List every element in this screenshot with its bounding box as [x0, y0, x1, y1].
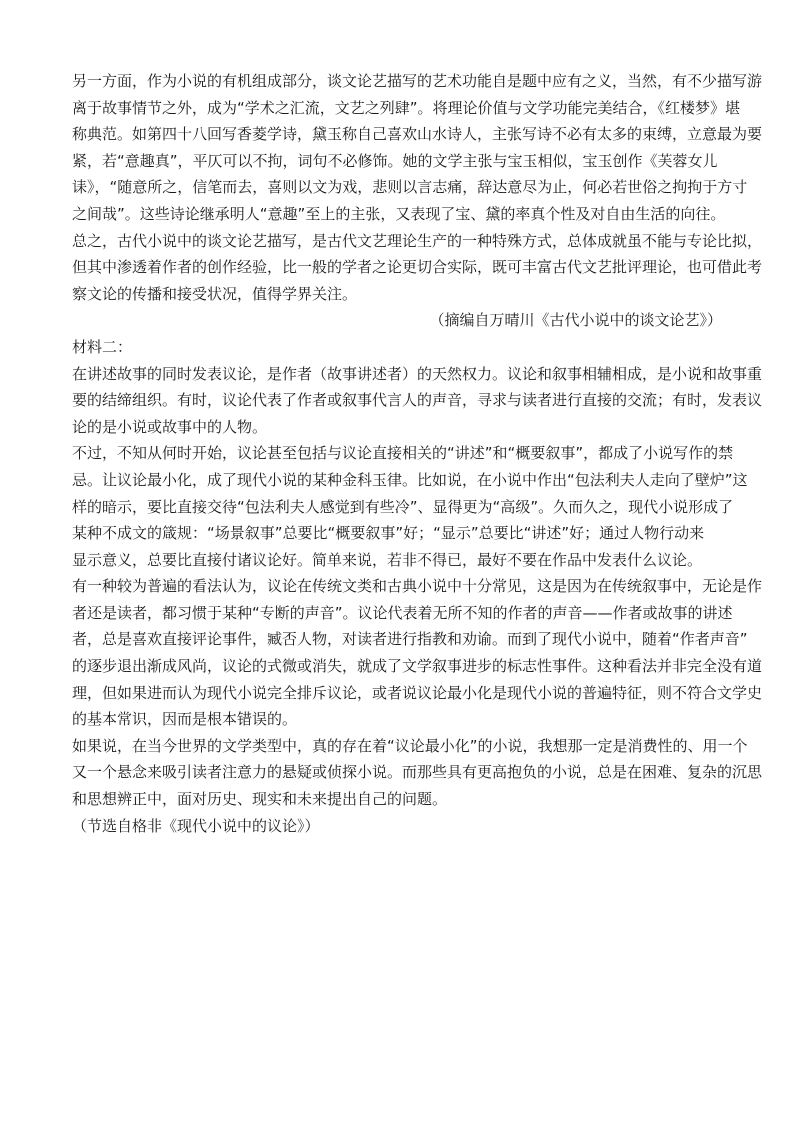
- text-line: 另一方面，作为小说的有机组成部分，谈文论艺描写的艺术功能自是题中应有之义，当然，有不少描写游: [72, 72, 763, 90]
- text-line: 者，总是喜欢直接评论事件，臧否人物，对读者进行指教和劝谕。而到了现代小说中，随着“作者声音”: [72, 630, 748, 649]
- text-line: 称典范。如第四十八回写香菱学诗，黛玉称自己喜欢山水诗人，主张写诗不必有太多的束缚，立意最为要: [72, 125, 763, 144]
- text-line: 者还是读者，都习惯于某种“专断的声音”。议论代表着无所不知的作者的声音——作者或故事的讲述: [72, 603, 733, 622]
- text-line: 察文论的传播和接受状况，值得学界关注。: [72, 284, 358, 303]
- text-line: 但其中渗透着作者的创作经验，比一般的学者之论更切合实际，既可丰富古代文艺批评理论，也可借此考: [72, 258, 763, 277]
- text-line: 离于故事情节之外，成为“学术之汇流，文艺之列肆”。将理论价值与文学功能完美结合，《红楼梦》堪: [72, 98, 741, 117]
- text-line: 紧，若“意趣真”，平仄可以不拘，词句不必修饰。她的文学主张与宝玉相似，宝玉创作《芙蓉女儿: [72, 151, 718, 170]
- section-heading: 材料二：: [72, 337, 133, 356]
- source-citation: （摘编自万晴川《古代小说中的谈文论艺》）: [429, 311, 722, 330]
- text-line: 忌。让议论最小化，成了现代小说的某种金科玉律。比如说，在小说中作出“包法利夫人走向了壁炉”这: [72, 470, 748, 489]
- text-line: 显示意义，总要比直接付诸议论好。简单来说，若非不得已，最好不要在作品中发表什么议论。: [72, 550, 703, 569]
- text-line: 不过，不知从何时开始，议论甚至包括与议论直接相关的“讲述”和“概要叙事”，都成了小说写作的禁: [72, 444, 734, 463]
- text-line: 之间哉”。这些诗论继承明人“意趣”至上的主张，又表现了宝、黛的率真个性及对自由生活的向往。: [72, 204, 726, 223]
- text-line: 如果说，在当今世界的文学类型中，真的存在着“议论最小化”的小说，我想那一定是消费性的、用一个: [72, 736, 748, 755]
- document-page: [72, 68, 763, 839]
- text-line: 有一种较为普遍的看法认为，议论在传统文类和古典小说中十分常见，这是因为在传统叙事中，无论是作: [72, 577, 763, 596]
- text-line: 要的结缔组织。有时，议论代表了作者或叙事代言人的声音，寻求与读者进行直接的交流；有时，发表议: [72, 391, 763, 410]
- text-line: 的逐步退出渐成风尚，议论的式微或消失，就成了文学叙事进步的标志性事件。这种看法并非完全没有道: [72, 657, 763, 676]
- text-line: 诔》，“随意所之，信笔而去，喜则以文为戏，悲则以言志痛，辞达意尽为止，何必若世俗之拘拘于方寸: [72, 178, 748, 197]
- source-citation: （节选自格非《现代小说中的议论》）: [72, 816, 320, 835]
- text-line: 总之，古代小说中的谈文论艺描写，是古代文艺理论生产的一种特殊方式，总体成就虽不能与专论比拟，: [72, 231, 763, 250]
- text-line: 在讲述故事的同时发表议论，是作者（故事讲述者）的天然权力。议论和叙事相辅相成，是小说和故事重: [72, 364, 763, 383]
- text-line: 论的是小说或故事中的人物。: [72, 417, 268, 436]
- text-line: 又一个悬念来吸引读者注意力的悬疑或侦探小说。而那些具有更高抱负的小说，总是在困难、复杂的沉思: [72, 763, 763, 782]
- text-line: 理，但如果进而认为现代小说完全排斥议论，或者说议论最小化是现代小说的普遍特征，则不符合文学史: [72, 683, 763, 702]
- text-line: 某种不成文的箴规：“场景叙事”总要比“概要叙事”好；“显示”总要比“讲述”好；通过人物行动来: [72, 524, 705, 543]
- text-line: 样的暗示，要比直接交待“包法利夫人感觉到有些冷”、显得更为“高级”。久而久之，现代小说形成了: [72, 497, 734, 516]
- text-line: 的基本常识，因而是根本错误的。: [72, 710, 298, 729]
- text-line: 和思想辨正中，面对历史、现实和未来提出自己的问题。: [72, 790, 448, 809]
